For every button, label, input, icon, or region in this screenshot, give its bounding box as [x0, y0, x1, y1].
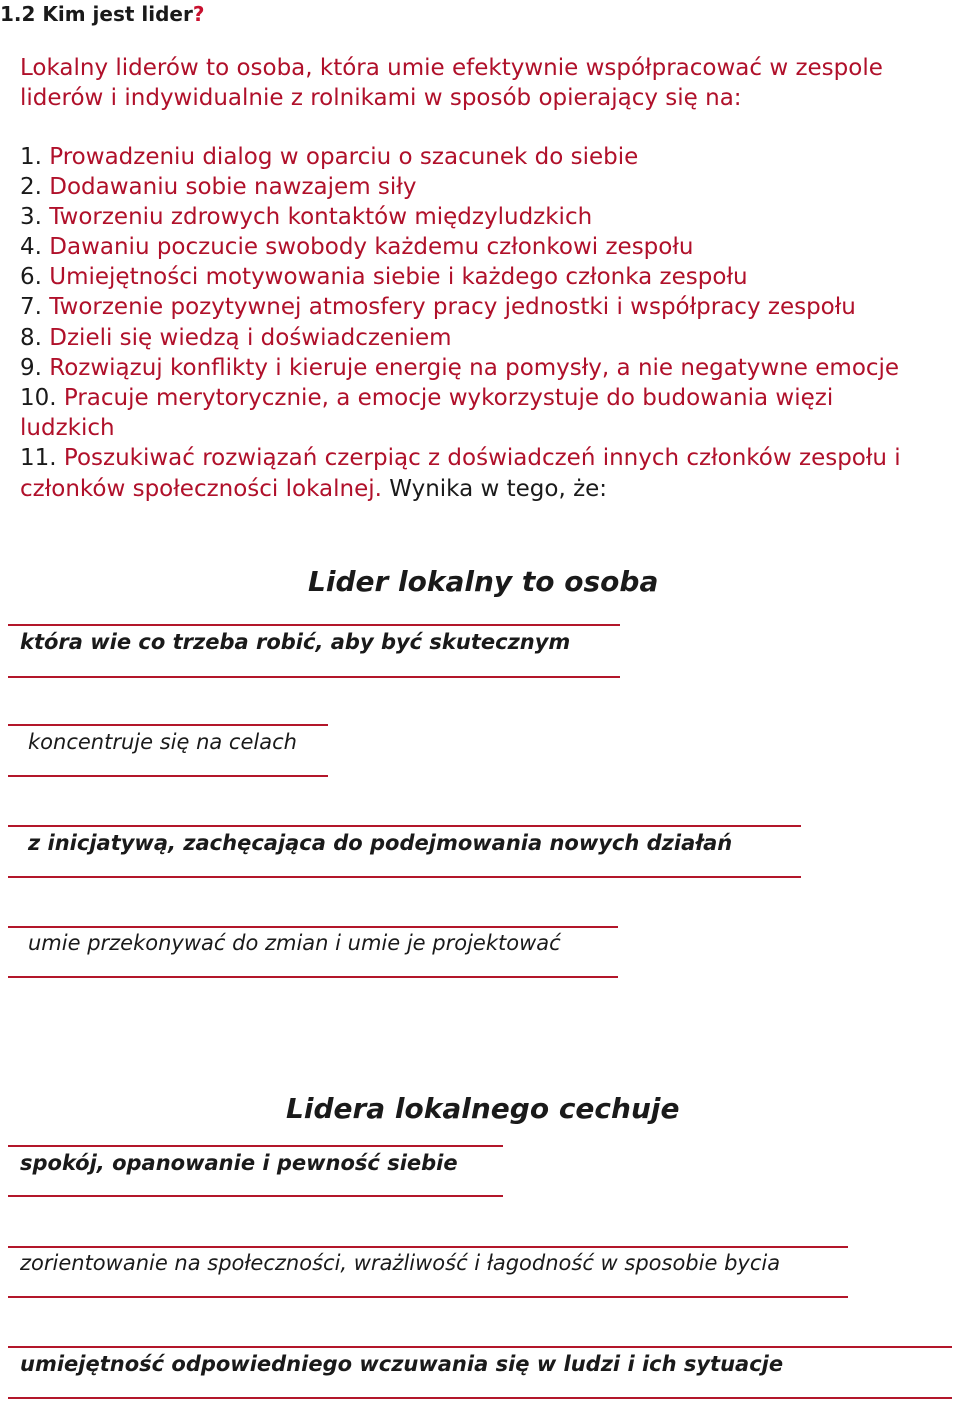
divider: [8, 926, 618, 928]
section2-item-1: spokój, opanowanie i pewność siebie: [20, 1151, 458, 1175]
divider: [8, 1397, 952, 1399]
list-item: [20, 353, 899, 383]
divider: [8, 976, 618, 978]
list-item-text: członków społeczności lokalnej.: [20, 476, 382, 502]
list-conclusion-text: Wynika w tego, że:: [381, 476, 608, 502]
list-item-text: Umiejętności motywowania siebie i każdego członka zespołu: [41, 264, 748, 290]
list-item-text: Pracuje merytorycznie, a emocje wykorzystuje do budowania więzi: [56, 385, 834, 411]
list-item-number: 11.: [20, 445, 57, 471]
list-item: [20, 292, 856, 322]
list-item: [20, 202, 592, 232]
divider: [8, 676, 620, 678]
section1-item-4: umie przekonywać do zmian i umie je projektować: [28, 931, 561, 955]
divider: [8, 1346, 952, 1348]
list-item: [20, 383, 833, 413]
section-heading-question-mark: ?: [192, 2, 205, 26]
list-item-number: 9.: [20, 355, 42, 381]
list-item: [20, 443, 901, 473]
divider: [8, 775, 328, 777]
list-item-text: Rozwiązuj konflikty i kieruje energię na pomysły, a nie negatywne emocje: [41, 355, 900, 381]
list-item-number: 1.: [20, 144, 42, 170]
divider: [8, 876, 801, 878]
list-item-text: Dawaniu poczucie swobody każdemu członkowi zespołu: [41, 234, 694, 260]
list-item-number: 4.: [20, 234, 42, 260]
intro-line-2: liderów i indywidualnie z rolnikami w sposób opierający się na:: [20, 85, 742, 111]
intro-line-1: Lokalny liderów to osoba, która umie efektywnie współpracować w zespole: [20, 55, 883, 81]
section-heading-text: 1.2 Kim jest lider: [0, 2, 193, 26]
list-item-number: 2.: [20, 174, 42, 200]
list-item-number: 7.: [20, 294, 42, 320]
list-item-text: ludzkich: [20, 415, 115, 441]
list-item-number: 6.: [20, 264, 42, 290]
list-item-text: Tworzeniu zdrowych kontaktów międzyludzkich: [41, 204, 593, 230]
divider: [8, 624, 620, 626]
list-item-number: 8.: [20, 325, 42, 351]
section2-item-2: zorientowanie na społeczności, wrażliwość i łagodność w sposobie bycia: [20, 1251, 781, 1275]
section2-item-3: umiejętność odpowiedniego wczuwania się w ludzi i ich sytuacje: [20, 1352, 784, 1376]
list-item: [20, 142, 638, 172]
divider: [8, 1296, 848, 1298]
list-item: [20, 172, 416, 202]
section1-title: Lider lokalny to osoba: [308, 565, 659, 598]
list-item-continuation: [20, 474, 607, 504]
list-item-text: Tworzenie pozytywnej atmosfery pracy jednostki i współpracy zespołu: [41, 294, 856, 320]
divider: [8, 1145, 503, 1147]
list-item: [20, 323, 452, 353]
list-item-text: Dzieli się wiedzą i doświadczeniem: [41, 325, 452, 351]
list-item-number: 3.: [20, 204, 42, 230]
section-heading: [0, 0, 204, 28]
section1-item-2: koncentruje się na celach: [28, 730, 297, 754]
list-item-number: 10.: [20, 385, 57, 411]
divider: [8, 1195, 503, 1197]
list-item: [20, 232, 693, 262]
list-item-continuation: [20, 413, 115, 443]
divider: [8, 825, 801, 827]
section1-item-3: z inicjatywą, zachęcająca do podejmowania nowych działań: [28, 831, 733, 855]
list-item-text: Prowadzeniu dialog w oparciu o szacunek do siebie: [41, 144, 639, 170]
list-item-text: Dodawaniu sobie nawzajem siły: [41, 174, 417, 200]
section2-title: Lidera lokalnego cechuje: [286, 1092, 680, 1125]
section1-item-1: która wie co trzeba robić, aby być skutecznym: [20, 630, 571, 654]
list-item-text: Poszukiwać rozwiązań czerpiąc z doświadczeń innych członków zespołu i: [56, 445, 901, 471]
list-item: [20, 262, 748, 292]
divider: [8, 724, 328, 726]
divider: [8, 1246, 848, 1248]
